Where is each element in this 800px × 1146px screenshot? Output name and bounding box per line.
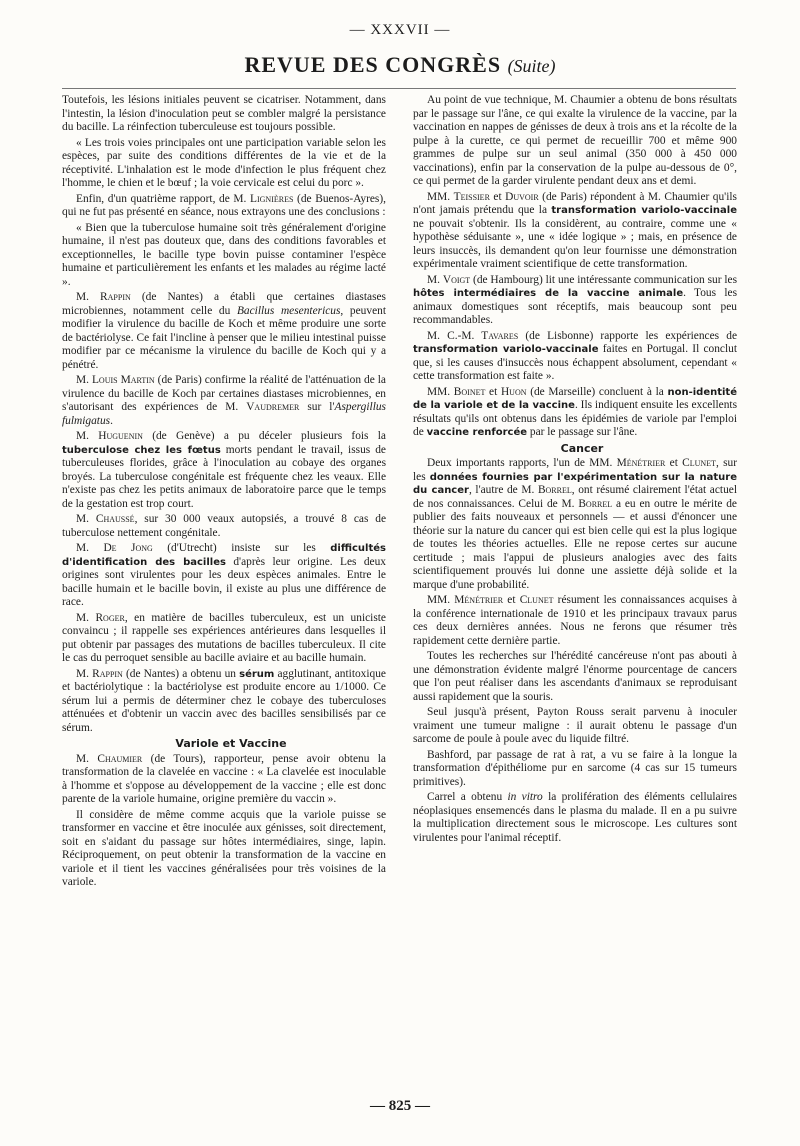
paragraph: Toutefois, les lésions initiales peuvent se cicatriser. Notamment, dans l'intestin, la lésion d'inoculation peut se combler malgré la persistance du bacille. La réinfection tuberculeuse est toujours possible. <box>62 94 386 133</box>
paragraph: M. C.-M. Tavares (de Lisbonne) rapporte les expériences de transformation variolo-vaccinale faites en Portugal. Il conclut que, si les causes d'insuccès nous échappent absolument, cependant « cette transformation est faite ». <box>413 329 737 382</box>
paragraph: MM. Ménétrier et Clunet résument les connaissances acquises à la conférence internationale de 1910 et les principaux travaux parus ces deux dernières années. Nous ne ferons que résumer très rapidement cette dernière partie. <box>413 594 738 647</box>
page-number: — 825 — <box>370 1098 430 1114</box>
paragraph: M. Huguenin (de Genève) a pu déceler plusieurs fois la tuberculose chez les fœtus morts pendant le travail, issus de tuberculeuses florides, grâce à l'inoculation au cobaye des organes broyés. La tuberculose congénitale est fréquente chez les veaux. Elle n'existe pas chez les petits animaux de laboratoire parce que le temps de la gestation est trop court. <box>62 430 386 510</box>
emphasis: vaccine renforcée <box>426 427 528 438</box>
author-name: De Jong <box>103 542 153 554</box>
author-name: Huon <box>500 385 527 398</box>
emphasis: tuberculose chez les fœtus <box>62 444 221 456</box>
author-name: Rappin <box>92 667 123 680</box>
emphasis: données fournies par l'expérimentation sur la nature du cancer <box>413 471 737 496</box>
paragraph: M. Rappin (de Nantes) a établi que certaines diastases microbiennes, notamment celle du Bacillus mesentericus, peuvent modifier la virulence du bacille de Koch et même produire une sorte de bactériolyse. Ce fait l'incline à penser que le milieu intestinal puisse modifier par ce mécanisme la virulence du bacille de Koch qui y a pénétré. <box>62 291 386 371</box>
author-name: Chaussé <box>95 513 135 525</box>
paragraph: M. Chaumier (de Tours), rapporteur, pense avoir obtenu la transformation de la clavelée en vaccine : « La clavelée est inoculable à l'homme et s'oppose au développement de la vaccine ; elle est donc parente de la variole humaine, origine première du vaccin ». <box>62 752 386 805</box>
author-name: Rappin <box>100 291 131 303</box>
species-name: Aspergillus fulmigatus <box>62 401 386 427</box>
author-name: Duvoir <box>505 190 539 203</box>
paragraph: M. Chaussé, sur 30 000 veaux autopsiés, a trouvé 8 cas de tuberculose nettement congénitale. <box>62 513 386 539</box>
paragraph: M. Rappin (de Nantes) a obtenu un sérum agglutinant, antitoxique et bactériolytique : la bactériolyse est produite encore au 1/1000. Ce sérum lui a permis de déterminer chez le cobaye des tuberculoses atténuées et d'obtenir un vaccin avec des bacilles sensibilisés par ce sérum. <box>62 667 386 734</box>
paragraph: Seul jusqu'à présent, Payton Rouss serait parvenu à inoculer vraiment une tumeur maligne : il aurait obtenu le passage d'un sarcome de poule à poule avec du liquide filtré. <box>413 706 737 745</box>
paragraph: MM. Teissier et Duvoir (de Paris) répondent à M. Chaumier qu'ils n'ont jamais prétendu que la transformation variolo-vaccinale ne pouvait s'obtenir. Ils la considèrent, au contraire, comme une « hypothèse séduisante », une « idée logique » ; mais, en présence de leurs insuccès, ils demandent qu'on leur fournisse une démonstration expérimentale vraiment scientifique de cette transformation. <box>413 190 737 270</box>
author-name: Huguenin <box>98 430 143 442</box>
paragraph: Carrel a obtenu in vitro la prolifération des éléments cellulaires néoplasiques ensemencés dans le plasma du malade. Il en a pu suivre la multiplication directement sous le microscope. Les cultures sont virulentes pour l'animal réceptif. <box>413 791 737 844</box>
emphasis: transformation variolo-vaccinale <box>551 205 737 216</box>
paragraph: Deux importants rapports, l'un de MM. Ménétrier et Clunet, sur les données fournies par l'expérimentation sur la nature du cancer, l'autre de M. Borrel, ont résumé clairement l'état actuel de nos connaissances. Celui de M. Borrel a eu en outre le mérite de publier des faits nouveaux et personnels — et aussi d'énoncer une théorie sur la nature du cancer qui est bien celle qui est la plus logique de toutes les théories actuelles. Elle ne repose certes sur aucune certitude ; mais l'appui de plusieurs analogies avec des faits scientifiquement prouvés lui donne une assiette déjà solide et la marque d'une probabilité. <box>413 457 737 591</box>
roman-page-number: — XXXVII — <box>349 22 451 38</box>
author-name: Clunet <box>519 594 554 606</box>
paragraph: M. De Jong (d'Utrecht) insiste sur les difficultés d'identification des bacilles d'après leur origine. Les deux origines sont virulentes pour les deux espèces animales. Entre le bacille humain et le bacille bovin, il existe au plus une différence de race. <box>62 542 386 608</box>
paragraph: M. Roger, en matière de bacilles tuberculeux, est un uniciste convaincu ; il rappelle ses expériences antérieures dans lesquelles il put obtenir par passages des mutations de bacilles tuberculeux. Il cite le cas du perroquet sensible au bacille aviaire et au bacille humain. <box>62 611 386 664</box>
author-name: Chaumier <box>97 752 143 765</box>
author-name: Lignières <box>250 192 294 205</box>
title-text: REVUE DES CONGRÈS <box>244 52 502 77</box>
author-name: Ménétrier <box>454 594 504 606</box>
right-column <box>413 94 737 847</box>
author-name: Ménétrier <box>616 457 666 469</box>
title-suffix: (Suite) <box>507 56 556 76</box>
author-name: Borrel <box>537 484 572 496</box>
emphasis: hôtes intermédiaires de la vaccine animale <box>413 288 684 299</box>
author-name: Voigt <box>442 273 471 286</box>
author-name: Borrel <box>578 497 613 510</box>
emphasis: sérum <box>239 668 275 680</box>
author-name: C.-M. Tavares <box>447 329 519 342</box>
paragraph: « Les trois voies principales ont une participation variable selon les espèces, par suite des conditions différentes de la vie et de la réceptivité. L'inhalation est le mode d'infection le plus fréquent chez l'homme, le chien et le bœuf ; la voie cervicale est celui du porc ». <box>62 136 386 189</box>
left-column <box>62 94 386 892</box>
title-rule <box>62 88 736 89</box>
author-name: Vaudremer <box>246 401 300 413</box>
page-title <box>0 52 800 78</box>
paragraph: MM. Boinet et Huon (de Marseille) concluent à la non-identité de la variole et de la vaccine. Ils indiquent ensuite les excellents résultats qu'ils ont obtenus dans les épidémies de variole par l'emploi de vaccine renforcée par le passage sur l'âne. <box>413 385 737 438</box>
section-heading-variole: Variole et Vaccine <box>175 737 287 750</box>
paragraph: Bashford, par passage de rat à rat, a vu se faire à la longue la transformation d'épithéliome pur en sarcome (4 cas sur 15 tumeurs primitives). <box>413 748 737 788</box>
paragraph: Toutes les recherches sur l'hérédité cancéreuse n'ont pas abouti à une démonstration évidente malgré l'énorme pourcentage de cancers que l'on peut réaliser dans les ascendants d'animaux se reproduisant aussi rapidement que la souris. <box>413 650 737 703</box>
author-name: Roger <box>95 611 125 624</box>
emphasis: non-identité de la variole et de la vaccine <box>413 386 737 411</box>
species-name: Bacillus mesentericus <box>236 304 341 317</box>
section-heading-cancer: Cancer <box>560 441 604 455</box>
emphasis: difficultés d'identification des bacilles <box>62 543 386 568</box>
paragraph: Il considère de même comme acquis que la variole puisse se transformer en vaccine et être inoculée aux génisses, soit directement, soit en s'aidant du passage sur hôtes intermédiaires, singe, lapin. Réciproquement, on peut obtenir la transformation de la vaccine en variole et il tient les vaccines généralisées pour très voisines de la variole. <box>62 808 386 888</box>
author-name: Teissier <box>453 190 490 203</box>
latin-term: in vitro <box>507 791 543 803</box>
author-name: Louis Martin <box>91 374 155 386</box>
emphasis: transformation variolo-vaccinale <box>413 344 599 355</box>
author-name: Clunet <box>682 457 716 469</box>
paragraph: M. Louis Martin (de Paris) confirme la réalité de l'atténuation de la virulence du bacille de Koch par certaines diastases microbiennes, en s'autorisant des expériences de M. Vaudremer sur l'Aspergillus fulmigatus. <box>62 374 386 427</box>
paragraph: Enfin, d'un quatrième rapport, de M. Lignières (de Buenos-Ayres), qui ne fut pas présenté en séance, nous extrayons une des conclusions : <box>62 192 386 218</box>
author-name: Boinet <box>453 385 486 398</box>
paragraph: Au point de vue technique, M. Chaumier a obtenu de bons résultats par le passage sur l'âne, ce qui exalte la virulence de la vaccine, par la vaccination en nappes de génisses de deux à trois ans et la récolte de la pulpe à la curette, ce qui permet de recueillir 700 et même 900 grammes de pulpe sur un seul animal (350 000 à 450 000 vaccinations), enfin par la conservation de la pulpe au-dessous de 0°, ce qui permet de la garder virulente pendant deux ans et demi. <box>413 94 737 187</box>
paragraph: M. Voigt (de Hambourg) lit une intéressante communication sur les hôtes intermédiaires de la vaccine animale. Tous les animaux domestiques sont réceptifs, mais beaucoup sont peu recommandables. <box>413 273 737 326</box>
paragraph: « Bien que la tuberculose humaine soit très généralement d'origine humaine, il n'est pas douteux que, dans des conditions favorables et exceptionnelles, le bacille type bovin puisse contaminer l'espèce humaine et particulièrement les enfants et les malades au régime lacté ». <box>62 221 386 288</box>
